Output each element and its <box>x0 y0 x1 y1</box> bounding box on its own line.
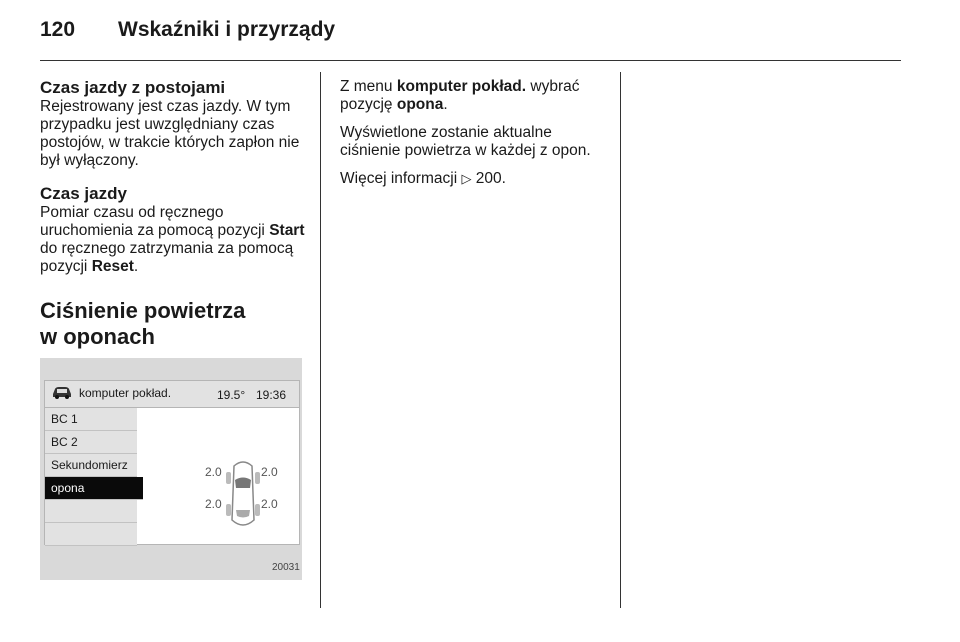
car-icon <box>51 385 73 399</box>
figure-number: 20031 <box>272 562 300 573</box>
display-screen <box>44 380 300 545</box>
menu-item-stopwatch: Sekundomierz <box>45 454 137 477</box>
result-paragraph: Wyświetlone zostanie aktualne ciśnienie powietrza w każdej z opon. <box>340 124 591 159</box>
display-header <box>45 381 299 408</box>
tire-pressure-rear-left: 2.0 <box>205 497 222 511</box>
column-divider-right <box>620 72 621 608</box>
instruction-paragraph: Z menu komputer pokład. wybrać pozycję opona. <box>340 78 580 113</box>
left-column <box>40 78 308 350</box>
section-body-trip-time: Pomiar czasu od ręcznego uruchomienia za pomocą pozycji Start do ręcznego zatrzymania za pomocą pozycji Reset. <box>40 204 305 275</box>
menu-item-empty <box>45 523 137 546</box>
display-menu <box>45 408 137 546</box>
car-top-view-icon <box>225 458 261 532</box>
menu-item-bc2: BC 2 <box>45 431 137 454</box>
column-divider-left <box>320 72 321 608</box>
middle-column <box>340 78 610 188</box>
section-heading-trip-time-with-stops: Czas jazdy z postojami <box>40 78 226 97</box>
term-reset: Reset <box>91 258 134 275</box>
section-heading-tire-pressure: Ciśnienie powietrza w oponach <box>40 298 246 349</box>
display-illustration <box>40 358 302 580</box>
menu-item-tire: opona <box>45 477 143 500</box>
term-tire: opona <box>396 96 444 113</box>
tire-pressure-rear-right: 2.0 <box>261 497 278 511</box>
display-time: 19:36 <box>256 388 287 402</box>
section-heading-trip-time: Czas jazdy <box>40 184 127 203</box>
reference-arrow-icon: ▷ <box>461 171 472 186</box>
running-title: Wskaźniki i przyrządy <box>118 18 336 41</box>
tire-pressure-front-right: 2.0 <box>261 465 278 479</box>
term-onboard-computer: komputer pokład. <box>396 78 527 95</box>
page-reference: 200. <box>475 170 506 187</box>
header-rule <box>40 60 901 61</box>
section-body-trip-time-with-stops: Rejestrowany jest czas jazdy. W tym przypadku jest uwzględniany czas postojów, w trakcie których zapłon nie był wyłączony. <box>40 98 300 169</box>
tire-pressure-front-left: 2.0 <box>205 465 222 479</box>
more-info-paragraph: Więcej informacji ▷ 200. <box>340 170 506 187</box>
term-start: Start <box>269 222 305 239</box>
page-header <box>40 18 900 62</box>
display-title: komputer pokład. <box>79 386 172 400</box>
display-temperature: 19.5° <box>217 388 246 402</box>
page-number: 120 <box>40 18 76 41</box>
menu-item-empty <box>45 500 137 523</box>
menu-item-bc1: BC 1 <box>45 408 137 431</box>
